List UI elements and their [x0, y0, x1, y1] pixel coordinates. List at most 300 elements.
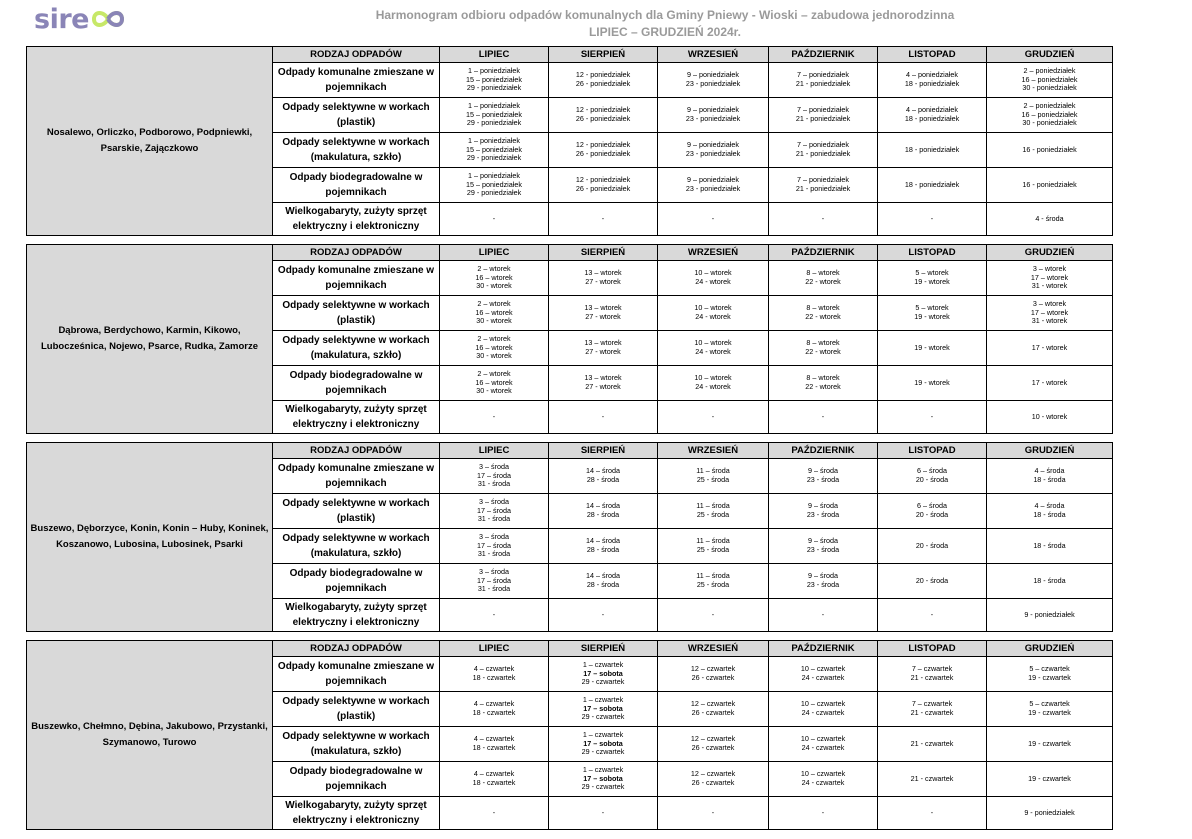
date-cell [440, 98, 549, 133]
date-cell [878, 762, 987, 797]
pickup-date: 19 - czwartek [1028, 773, 1071, 783]
waste-type-label: Odpady selektywne w workach (plastik) [273, 692, 440, 727]
date-cell [769, 762, 878, 797]
column-header-month: LISTOPAD [878, 47, 987, 63]
pickup-date: 17 – wtorek [1030, 307, 1069, 317]
date-cell [658, 657, 769, 692]
date-cell [658, 366, 769, 401]
side-contact-panel [1122, 0, 1182, 839]
date-cell [769, 529, 878, 564]
pickup-date: 12 - poniedziałek [575, 70, 631, 80]
pickup-date: 12 – czwartek [690, 734, 736, 744]
column-header-month: SIERPIEŃ [549, 641, 658, 657]
pickup-date: 12 – czwartek [690, 769, 736, 779]
pickup-date: 13 – wtorek [584, 373, 622, 383]
waste-type-label: Odpady biodegradowalne w pojemnikach [273, 564, 440, 599]
date-cell [769, 401, 878, 434]
date-cell [549, 98, 658, 133]
pickup-date: 28 - środa [586, 580, 620, 589]
pickup-date: 4 – poniedziałek [906, 105, 958, 115]
pickup-date: 18 - środa [1033, 575, 1066, 585]
column-header-month: GRUDZIEŃ [987, 443, 1113, 459]
date-cell [878, 692, 987, 727]
date-cell [987, 692, 1113, 727]
area-names: Dąbrowa, Berdychowo, Karmin, Kikowo, Lubocześnica, Nojewo, Psarce, Rudka, Zamorze [27, 245, 273, 434]
pickup-date: 26 - czwartek [691, 708, 735, 717]
pickup-date: 16 – wtorek [475, 272, 513, 282]
page-header [220, 7, 1110, 41]
pickup-date: 12 - poniedziałek [575, 175, 631, 185]
pickup-date: 16 – poniedziałek [1021, 74, 1078, 84]
header-row [27, 641, 1113, 657]
column-header-month: PAŹDZIERNIK [769, 47, 878, 63]
pickup-date: 26 - czwartek [691, 778, 735, 787]
pickup-date: 28 - środa [586, 475, 620, 484]
pickup-date: - [492, 807, 496, 817]
schedule-table [26, 244, 1113, 434]
pickup-date: 29 - poniedziałek [466, 118, 522, 128]
pickup-date: 19 - wtorek [914, 312, 950, 321]
pickup-date: 26 - poniedziałek [575, 149, 631, 158]
pickup-date: 7 – czwartek [911, 664, 953, 674]
pickup-date: 20 - środa [915, 510, 949, 519]
waste-type-label: Wielkogabaryty, zużyty sprzęt elektryczny i elektroniczny [273, 797, 440, 830]
pickup-date: 31 - środa [477, 514, 511, 524]
date-cell [878, 529, 987, 564]
column-header-month: LIPIEC [440, 641, 549, 657]
date-cell [440, 599, 549, 632]
pickup-date: 2 – wtorek [477, 299, 511, 309]
pickup-date: 1 – poniedziałek [468, 136, 520, 146]
date-cell [769, 727, 878, 762]
pickup-date: 18 - środa [1033, 510, 1066, 519]
pickup-date: 23 - poniedziałek [685, 114, 741, 123]
waste-type-label: Odpady biodegradowalne w pojemnikach [273, 168, 440, 203]
waste-type-label: Wielkogabaryty, zużyty sprzęt elektryczny i elektroniczny [273, 599, 440, 632]
date-cell [658, 133, 769, 168]
pickup-date: 9 – poniedziałek [687, 105, 739, 115]
date-cell [987, 168, 1113, 203]
pickup-date: 29 - czwartek [581, 712, 625, 722]
date-cell [658, 762, 769, 797]
date-cell [549, 63, 658, 98]
waste-type-label: Odpady selektywne w workach (plastik) [273, 98, 440, 133]
pickup-date: 7 – czwartek [911, 699, 953, 709]
date-cell [878, 98, 987, 133]
column-header-month: PAŹDZIERNIK [769, 443, 878, 459]
pickup-date: 9 – środa [808, 571, 838, 581]
pickup-date: 25 - środa [696, 580, 730, 589]
pickup-date: 21 - poniedziałek [795, 149, 851, 158]
date-cell [658, 564, 769, 599]
pickup-date: 4 – czwartek [473, 734, 515, 744]
date-cell [987, 657, 1113, 692]
pickup-date: - [492, 411, 496, 421]
pickup-date: 27 - wtorek [585, 277, 621, 286]
pickup-date: 17 – środa [477, 540, 511, 550]
pickup-date: 16 – wtorek [475, 307, 513, 317]
date-cell [878, 203, 987, 236]
pickup-date: 22 - wtorek [805, 347, 841, 356]
date-cell [769, 331, 878, 366]
pickup-date: 9 – środa [808, 466, 838, 476]
pickup-date: 8 – wtorek [806, 268, 840, 278]
pickup-date: 25 - środa [696, 510, 730, 519]
column-header-waste-type: RODZAJ ODPADÓW [273, 47, 440, 63]
date-cell [878, 331, 987, 366]
pickup-date: 30 - poniedziałek [1022, 83, 1077, 93]
column-header-month: LISTOPAD [878, 641, 987, 657]
date-cell [549, 599, 658, 632]
pickup-date: 21 - czwartek [910, 708, 954, 717]
date-cell [658, 692, 769, 727]
date-cell [878, 657, 987, 692]
pickup-date: - [821, 807, 825, 817]
pickup-date: 31 - środa [477, 479, 511, 489]
date-cell [658, 203, 769, 236]
date-cell [769, 98, 878, 133]
pickup-date: 21 - poniedziałek [795, 114, 851, 123]
pickup-date: 17 – wtorek [1030, 272, 1069, 282]
pickup-date: 12 - poniedziałek [575, 105, 631, 115]
pickup-date: 24 - wtorek [695, 347, 731, 356]
pickup-date: 6 – środa [917, 501, 947, 511]
pickup-date: 3 – środa [479, 532, 509, 542]
pickup-date: 13 – wtorek [584, 303, 622, 313]
date-cell [440, 797, 549, 830]
pickup-date: 8 – wtorek [806, 303, 840, 313]
waste-type-label: Wielkogabaryty, zużyty sprzęt elektryczny i elektroniczny [273, 401, 440, 434]
pickup-date: 16 – wtorek [475, 342, 513, 352]
date-cell [987, 98, 1113, 133]
pickup-date: 31 - środa [477, 584, 511, 594]
column-header-month: PAŹDZIERNIK [769, 245, 878, 261]
page-title: Harmonogram odbioru odpadów komunalnych dla Gminy Pniewy - Wioski – zabudowa jednorodzinna [375, 8, 955, 22]
date-cell [440, 529, 549, 564]
date-cell [440, 133, 549, 168]
column-header-month: LISTOPAD [878, 443, 987, 459]
pickup-date: 10 – wtorek [694, 373, 732, 383]
pickup-date: 19 - czwartek [1028, 738, 1071, 748]
pickup-date: - [601, 213, 605, 223]
pickup-date: 11 – środa [696, 466, 730, 476]
pickup-date: 24 - wtorek [695, 312, 731, 321]
waste-type-label: Odpady biodegradowalne w pojemnikach [273, 366, 440, 401]
date-cell [658, 599, 769, 632]
column-header-month: WRZESIEŃ [658, 245, 769, 261]
pickup-date: 18 - środa [1033, 540, 1066, 550]
pickup-date: 17 – środa [477, 505, 511, 515]
pickup-date: 16 – poniedziałek [1021, 109, 1078, 119]
date-cell [987, 296, 1113, 331]
pickup-date: 29 - czwartek [581, 747, 625, 757]
pickup-date: 15 – poniedziałek [466, 74, 522, 84]
date-cell [878, 494, 987, 529]
pickup-date: 11 – środa [696, 536, 730, 546]
date-cell [987, 564, 1113, 599]
column-header-month: GRUDZIEŃ [987, 641, 1113, 657]
column-header-month: GRUDZIEŃ [987, 245, 1113, 261]
pickup-date: 2 – wtorek [477, 264, 511, 274]
header-row [27, 443, 1113, 459]
date-cell [769, 599, 878, 632]
pickup-date: 4 - środa [1035, 213, 1064, 223]
pickup-date: 17 – środa [477, 575, 511, 585]
column-header-month: LIPIEC [440, 245, 549, 261]
pickup-date: 12 - poniedziałek [575, 140, 631, 150]
pickup-date: 1 – czwartek [582, 695, 624, 705]
date-cell [987, 331, 1113, 366]
pickup-date: 24 - czwartek [801, 743, 845, 752]
waste-type-label: Odpady selektywne w workach (makulatura, szkło) [273, 133, 440, 168]
date-cell [549, 203, 658, 236]
pickup-date: 18 - poniedziałek [904, 144, 960, 154]
pickup-date: 14 – środa [586, 571, 620, 581]
pickup-date: 27 - wtorek [585, 382, 621, 391]
pickup-date: 17 – sobota [583, 773, 623, 783]
pickup-date: 28 - środa [586, 545, 620, 554]
pickup-date: 24 - czwartek [801, 708, 845, 717]
pickup-date: - [711, 213, 715, 223]
date-cell [987, 797, 1113, 830]
area-names: Buszewo, Dęborzyce, Konin, Konin – Huby, Koninek, Koszanowo, Lubosina, Lubosinek, Psarki [27, 443, 273, 632]
date-cell [878, 564, 987, 599]
pickup-date: 24 - wtorek [695, 277, 731, 286]
pickup-date: 4 – czwartek [473, 699, 515, 709]
pickup-date: 14 – środa [586, 536, 620, 546]
pickup-date: 19 - wtorek [914, 342, 950, 352]
pickup-date: 15 – poniedziałek [466, 179, 522, 189]
sireco-logo [34, 4, 126, 34]
pickup-date: 15 – poniedziałek [466, 144, 522, 154]
pickup-date: 31 - wtorek [1031, 316, 1068, 326]
date-cell [769, 261, 878, 296]
logo-text: sire [34, 3, 89, 35]
date-cell [549, 261, 658, 296]
date-cell [987, 261, 1113, 296]
pickup-date: 18 - czwartek [472, 708, 516, 717]
date-cell [987, 494, 1113, 529]
pickup-date: 1 – czwartek [582, 660, 624, 670]
date-cell [440, 564, 549, 599]
pickup-date: 7 – poniedziałek [797, 105, 849, 115]
pickup-date: 26 - czwartek [691, 743, 735, 752]
column-header-waste-type: RODZAJ ODPADÓW [273, 443, 440, 459]
date-cell [769, 366, 878, 401]
pickup-date: 25 - środa [696, 475, 730, 484]
pickup-date: 29 - poniedziałek [466, 153, 522, 163]
date-cell [440, 401, 549, 434]
column-header-month: LISTOPAD [878, 245, 987, 261]
pickup-date: 26 - poniedziałek [575, 79, 631, 88]
pickup-date: 2 – poniedziałek [1023, 101, 1076, 111]
pickup-date: 9 – poniedziałek [687, 70, 739, 80]
pickup-date: 29 - poniedziałek [466, 188, 522, 198]
pickup-date: 18 - poniedziałek [904, 179, 960, 189]
pickup-date: 28 - środa [586, 510, 620, 519]
date-cell [658, 494, 769, 529]
column-header-month: SIERPIEŃ [549, 443, 658, 459]
date-cell [440, 459, 549, 494]
pickup-date: 23 - poniedziałek [685, 149, 741, 158]
pickup-date: - [492, 213, 496, 223]
date-cell [549, 797, 658, 830]
date-cell [658, 401, 769, 434]
pickup-date: 20 - środa [915, 475, 949, 484]
pickup-date: 5 – wtorek [915, 268, 949, 278]
date-cell [440, 63, 549, 98]
date-cell [549, 459, 658, 494]
pickup-date: 18 - czwartek [472, 743, 516, 752]
date-cell [878, 63, 987, 98]
waste-type-label: Odpady komunalne zmieszane w pojemnikach [273, 261, 440, 296]
date-cell [987, 63, 1113, 98]
column-header-month: LIPIEC [440, 47, 549, 63]
date-cell [549, 494, 658, 529]
pickup-date: 30 - wtorek [476, 351, 512, 361]
column-header-month: GRUDZIEŃ [987, 47, 1113, 63]
pickup-date: 23 - środa [806, 510, 840, 519]
date-cell [440, 331, 549, 366]
pickup-date: 2 – poniedziałek [1023, 66, 1076, 76]
pickup-date: 18 - czwartek [472, 673, 516, 682]
pickup-date: - [711, 609, 715, 619]
waste-type-label: Odpady selektywne w workach (plastik) [273, 296, 440, 331]
date-cell [769, 203, 878, 236]
waste-type-label: Wielkogabaryty, zużyty sprzęt elektryczny i elektroniczny [273, 203, 440, 236]
pickup-date: 10 – wtorek [694, 303, 732, 313]
date-cell [878, 296, 987, 331]
pickup-date: 9 – poniedziałek [687, 140, 739, 150]
pickup-date: 27 - wtorek [585, 312, 621, 321]
date-cell [878, 599, 987, 632]
date-cell [987, 401, 1113, 434]
pickup-date: 17 – sobota [583, 738, 623, 748]
pickup-date: 4 – środa [1034, 501, 1065, 511]
pickup-date: 24 - wtorek [695, 382, 731, 391]
pickup-date: 19 - czwartek [1028, 708, 1071, 717]
waste-type-label: Odpady selektywne w workach (makulatura, szkło) [273, 331, 440, 366]
pickup-date: 7 – poniedziałek [797, 70, 849, 80]
pickup-date: 16 - poniedziałek [1022, 179, 1077, 189]
date-cell [440, 494, 549, 529]
pickup-date: 19 - czwartek [1028, 673, 1071, 682]
date-cell [769, 133, 878, 168]
pickup-date: - [930, 411, 934, 421]
date-cell [658, 63, 769, 98]
pickup-date: 9 – poniedziałek [687, 175, 739, 185]
date-cell [987, 599, 1113, 632]
date-cell [769, 564, 878, 599]
pickup-date: 10 – czwartek [800, 734, 846, 744]
date-cell [440, 296, 549, 331]
date-cell [440, 168, 549, 203]
waste-type-label: Odpady komunalne zmieszane w pojemnikach [273, 459, 440, 494]
pickup-date: 8 – wtorek [806, 338, 840, 348]
pickup-date: 3 – środa [479, 497, 509, 507]
schedule-table [26, 640, 1113, 830]
date-cell [549, 168, 658, 203]
pickup-date: 9 – środa [808, 501, 838, 511]
pickup-date: 10 – czwartek [800, 664, 846, 674]
pickup-date: 27 - wtorek [585, 347, 621, 356]
date-cell [987, 203, 1113, 236]
pickup-date: 23 - poniedziałek [685, 79, 741, 88]
date-cell [987, 762, 1113, 797]
date-cell [658, 529, 769, 564]
date-cell [878, 401, 987, 434]
date-cell [878, 459, 987, 494]
pickup-date: 21 - czwartek [910, 673, 954, 682]
pickup-date: 26 - poniedziałek [575, 184, 631, 193]
waste-type-label: Odpady komunalne zmieszane w pojemnikach [273, 657, 440, 692]
date-cell [878, 261, 987, 296]
date-cell [878, 797, 987, 830]
pickup-date: 15 – poniedziałek [466, 109, 522, 119]
pickup-date: 11 – środa [696, 571, 730, 581]
pickup-date: - [601, 609, 605, 619]
pickup-date: 8 – wtorek [806, 373, 840, 383]
date-cell [658, 168, 769, 203]
pickup-date: - [930, 609, 934, 619]
schedule-table [26, 442, 1113, 632]
pickup-date: - [930, 807, 934, 817]
pickup-date: 3 – wtorek [1032, 299, 1067, 309]
date-cell [878, 168, 987, 203]
pickup-date: 7 – poniedziałek [797, 175, 849, 185]
pickup-date: 10 – czwartek [800, 699, 846, 709]
date-cell [440, 261, 549, 296]
pickup-date: 3 – środa [479, 462, 509, 472]
date-cell [549, 692, 658, 727]
date-cell [769, 296, 878, 331]
date-cell [878, 133, 987, 168]
pickup-date: - [492, 609, 496, 619]
pickup-date: 18 - poniedziałek [904, 79, 960, 88]
date-cell [549, 331, 658, 366]
pickup-date: 2 – wtorek [477, 369, 511, 379]
column-header-waste-type: RODZAJ ODPADÓW [273, 641, 440, 657]
column-header-month: WRZESIEŃ [658, 641, 769, 657]
pickup-date: 13 – wtorek [584, 338, 622, 348]
column-header-month: SIERPIEŃ [549, 47, 658, 63]
pickup-date: 22 - wtorek [805, 312, 841, 321]
pickup-date: 30 - wtorek [476, 281, 512, 291]
date-cell [987, 459, 1113, 494]
pickup-date: 16 – wtorek [475, 377, 513, 387]
pickup-date: 21 - poniedziałek [795, 184, 851, 193]
column-header-month: PAŹDZIERNIK [769, 641, 878, 657]
area-names: Nosalewo, Orliczko, Podborowo, Podpniewki, Psarskie, Zajączkowo [27, 47, 273, 236]
pickup-date: 20 - środa [915, 575, 949, 585]
pickup-date: - [601, 807, 605, 817]
column-header-month: WRZESIEŃ [658, 443, 769, 459]
date-cell [440, 657, 549, 692]
date-cell [658, 331, 769, 366]
column-header-month: SIERPIEŃ [549, 245, 658, 261]
date-cell [769, 459, 878, 494]
pickup-date: - [821, 609, 825, 619]
pickup-date: 10 – wtorek [694, 268, 732, 278]
pickup-date: 23 - poniedziałek [685, 184, 741, 193]
date-cell [769, 63, 878, 98]
pickup-date: 22 - wtorek [805, 277, 841, 286]
pickup-date: 1 – poniedziałek [468, 171, 520, 181]
pickup-date: 21 - czwartek [910, 738, 954, 748]
pickup-date: 19 - wtorek [914, 277, 950, 286]
date-cell [987, 366, 1113, 401]
date-cell [549, 762, 658, 797]
